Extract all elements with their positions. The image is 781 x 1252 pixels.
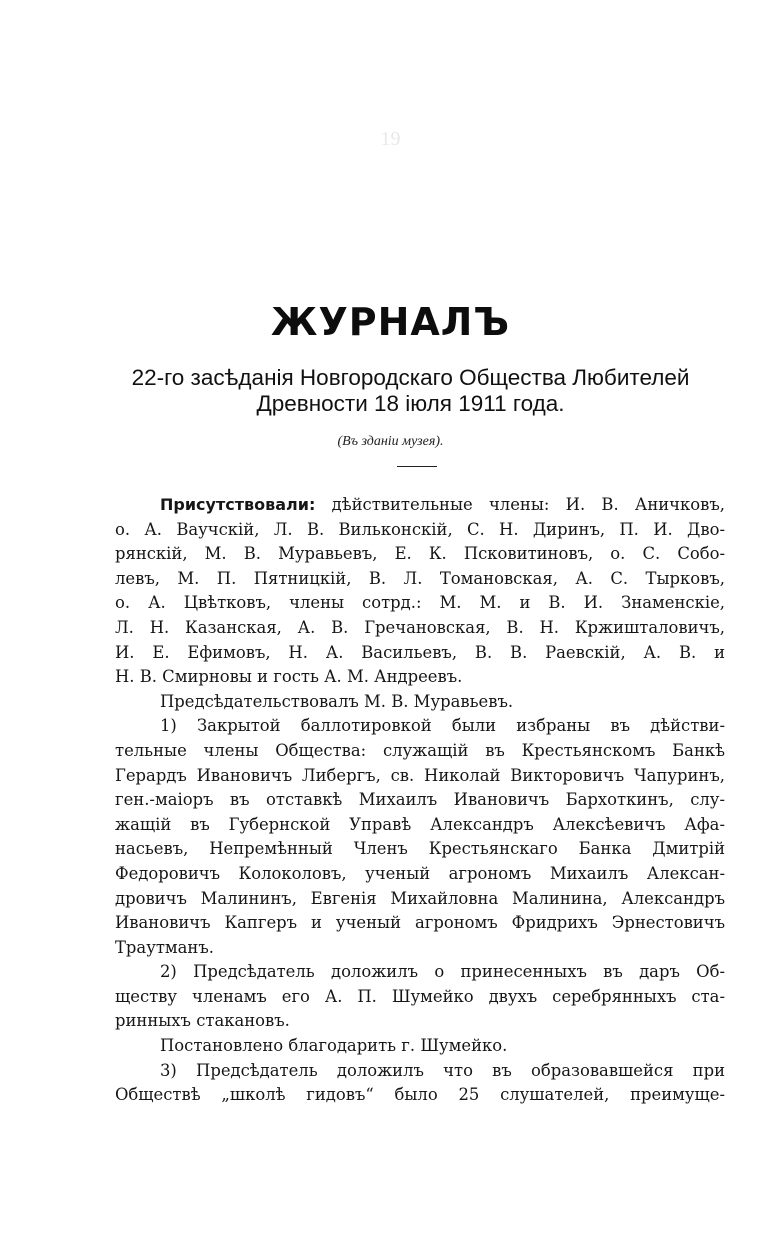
- title-divider: [397, 466, 437, 467]
- body-line: ществу членамъ его А. П. Шумейко двухъ серебрянныхъ ста-: [115, 986, 725, 1006]
- document-subtitle: [60, 365, 761, 417]
- subtitle-line: 22-го засѣданія Новгородскаго Общества Любителей: [131, 365, 690, 390]
- subtitle-line: Древности 18 іюля 1911 года.: [256, 391, 565, 416]
- body-line: 3) Предсѣдатель доложилъ что въ образовавшейся при: [160, 1060, 725, 1080]
- body-line: Н. В. Смирновы и гость А. М. Андреевъ.: [115, 667, 463, 687]
- meeting-location: (Въ зданіи музея).: [337, 434, 444, 449]
- body-line: Л. Н. Казанская, А. В. Гречановская, В. Н. Кржишталовичъ,: [115, 617, 725, 637]
- body-line: 2) Предсѣдатель доложилъ о принесенныхъ въ даръ Об-: [160, 962, 725, 982]
- body-line: Постановлено благодарить г. Шумейко.: [160, 1036, 508, 1056]
- body-line: Федоровичъ Колоколовъ, ученый агрономъ Михаилъ Алексан-: [115, 863, 725, 883]
- body-line: 1) Закрытой баллотировкой были избраны въ дѣйстви-: [160, 716, 725, 736]
- body-line: Траутманъ.: [115, 937, 214, 957]
- body-line: ринныхъ стакановъ.: [115, 1011, 290, 1031]
- body-line: И. Е. Ефимовъ, Н. А. Васильевъ, В. В. Раевскій, А. В. и: [115, 642, 725, 662]
- attendance-paragraph: [115, 493, 725, 690]
- body-line: ген.-маіоръ въ отставкѣ Михаилъ Ивановичъ Бархоткинъ, слу-: [115, 790, 725, 810]
- body-line: о. А. Цвѣтковъ, члены сотрд.: М. М. и В. И. Знаменскіе,: [115, 593, 725, 613]
- body-line: рянскій, М. В. Муравьевъ, Е. К. Псковитиновъ, о. С. Собо-: [115, 544, 725, 564]
- resolution-paragraph: [115, 1034, 725, 1059]
- body-line: [115, 493, 725, 518]
- body-line: насьевъ, Непремѣнный Членъ Крестьянскаго Банка Дмитрій: [115, 839, 725, 859]
- document-title: ЖУРНАЛЪ: [270, 300, 511, 344]
- attendance-lead: Присутствовали:: [160, 495, 316, 514]
- body-line: левъ, М. П. Пятницкій, В. Л. Томановская, А. С. Тырковъ,: [115, 568, 725, 588]
- minutes-body: [115, 493, 725, 1108]
- body-line: жащій въ Губернской Управѣ Александръ Алексѣевичъ Афа-: [115, 814, 725, 834]
- item-3-paragraph: [115, 1059, 725, 1108]
- page-number: 19: [380, 128, 401, 150]
- item-2-paragraph: [115, 960, 725, 1034]
- body-line: дровичъ Малининъ, Евгенія Михайловна Малинина, Александръ: [115, 888, 725, 908]
- attendance-text: дѣйствительные члены: И. В. Аничковъ,: [315, 495, 725, 514]
- body-line: Обществѣ „школѣ гидовъ“ было 25 слушателей, преимуще-: [115, 1085, 725, 1105]
- body-line: Предсѣдательствовалъ М. В. Муравьевъ.: [160, 691, 514, 711]
- body-line: Ивановичъ Капгеръ и ученый агрономъ Фридрихъ Эрнестовичъ: [115, 913, 725, 933]
- body-line: тельные члены Общества: служащій въ Крестьянскомъ Банкѣ: [115, 740, 725, 760]
- body-line: Герардъ Ивановичъ Либергъ, св. Николай Викторовичъ Чапуринъ,: [115, 765, 725, 785]
- item-1-paragraph: [115, 714, 725, 960]
- body-line: о. А. Ваучскій, Л. В. Вильконскій, С. Н. Диринъ, П. И. Дво-: [115, 519, 725, 539]
- chair-paragraph: [115, 690, 725, 715]
